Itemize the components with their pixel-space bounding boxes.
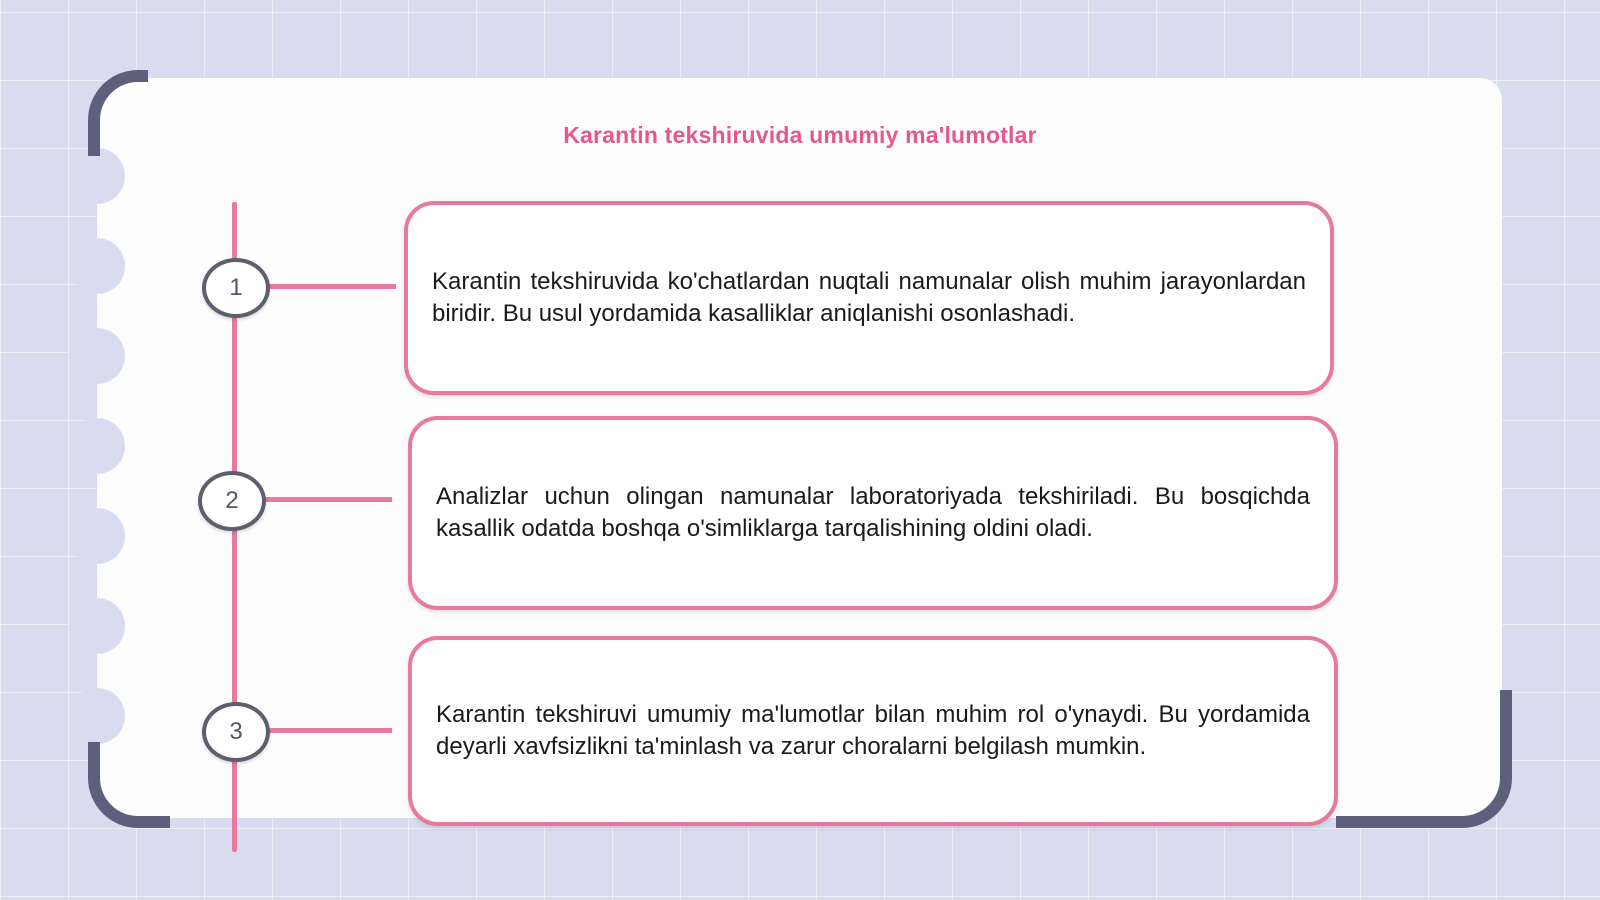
scallop-edge <box>69 418 125 474</box>
info-card <box>408 416 1338 610</box>
scallop-edge <box>69 148 125 204</box>
page-title: Karantin tekshiruvida umumiy ma'lumotlar <box>563 122 1037 148</box>
info-card-text: Karantin tekshiruvida ko'chatlardan nuqtali namunalar olish muhim jarayonlardan biridir. Bu usul yordamida kasalliklar aniqlanishi osonlashadi. <box>432 268 1306 327</box>
scallop-edge <box>69 508 125 564</box>
info-card <box>408 636 1338 826</box>
step-number-badge: 2 <box>198 471 266 531</box>
timeline-connector <box>262 497 392 502</box>
corner-bracket-top-left <box>88 70 148 156</box>
scallop-edge <box>69 238 125 294</box>
timeline-connector <box>264 284 396 289</box>
corner-bracket-bottom-right <box>1336 690 1512 828</box>
scallop-edge <box>69 688 125 744</box>
info-card-text: Analizlar uchun olingan namunalar laboratoriyada tekshiriladi. Bu bosqichda kasallik odatda boshqa o'simliklarga tarqalishining oldini oladi. <box>436 483 1310 542</box>
timeline-connector <box>264 728 392 733</box>
scallop-edge <box>69 598 125 654</box>
info-card-text: Karantin tekshiruvi umumiy ma'lumotlar bilan muhim rol o'ynaydi. Bu yordamida deyarli xavfsizlikni ta'minlash va zarur choralarni belgilash mumkin. <box>436 701 1310 760</box>
info-card <box>404 201 1334 395</box>
corner-bracket-bottom-left <box>88 742 170 828</box>
scallop-edge <box>69 328 125 384</box>
step-number-badge: 3 <box>202 702 270 762</box>
step-number-badge: 1 <box>202 258 270 318</box>
